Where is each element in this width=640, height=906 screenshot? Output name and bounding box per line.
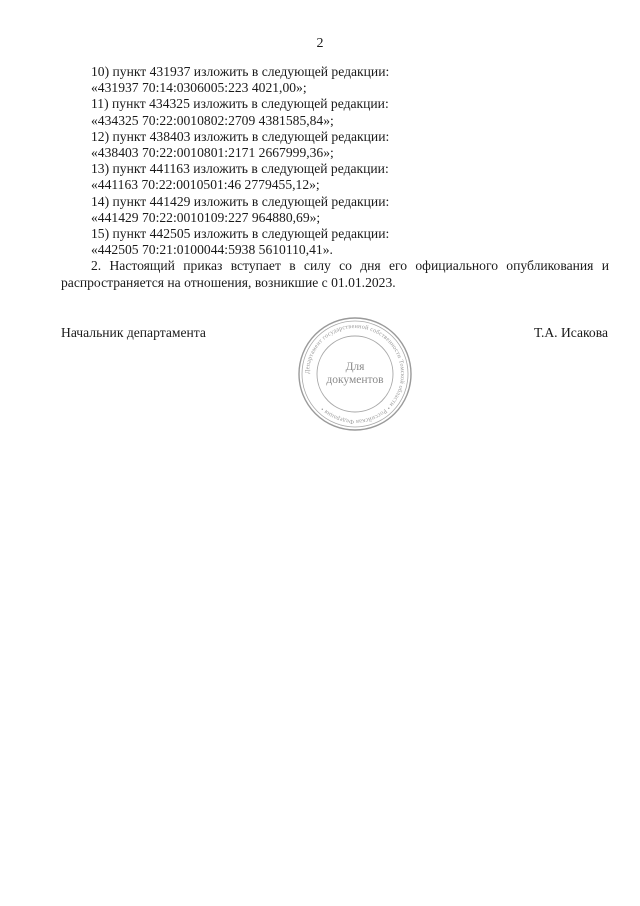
item-11-heading: 11) пункт 434325 изложить в следующей редакции: — [91, 96, 389, 112]
item-15-heading: 15) пункт 442505 изложить в следующей редакции: — [91, 226, 390, 242]
item-10-value: «431937 70:14:0306005:223 4021,00»; — [91, 80, 307, 96]
document-body — [61, 64, 609, 291]
stamp-ring-text: Департамент государственной собственности Томской области • Российская Федерация • — [303, 322, 407, 426]
stamp-center-line-1: Для — [345, 361, 365, 373]
signatory-position: Начальник департамента — [61, 325, 206, 340]
item-12-value: «438403 70:22:0010801:2171 2667999,36»; — [91, 145, 334, 161]
signatory-name: Т.А. Исакова — [534, 325, 608, 340]
page-number: 2 — [316, 36, 324, 51]
item-11-value: «434325 70:22:0010802:2709 4381585,84»; — [91, 112, 334, 128]
item-15-value: «442505 70:21:0100044:5938 5610110,41». — [91, 242, 333, 258]
item-12-heading: 12) пункт 438403 изложить в следующей редакции: — [91, 128, 390, 144]
item-14-heading: 14) пункт 441429 изложить в следующей редакции: — [91, 193, 390, 209]
stamp-center-line-2: документов — [326, 374, 384, 386]
item-13-heading: 13) пункт 441163 изложить в следующей редакции: — [91, 161, 389, 177]
item-14-value: «441429 70:22:0010109:227 964880,69»; — [91, 209, 321, 225]
official-stamp — [297, 316, 413, 432]
item-13-value: «441163 70:22:0010501:46 2779455,12»; — [91, 177, 320, 193]
item-10-heading: 10) пункт 431937 изложить в следующей редакции: — [91, 64, 390, 79]
final-clause-line-2: распространяется на отношения, возникшие с 01.01.2023. — [61, 274, 396, 290]
final-clause-line-1: 2. Настоящий приказ вступает в силу со дня его официального опубликования и — [91, 258, 609, 274]
